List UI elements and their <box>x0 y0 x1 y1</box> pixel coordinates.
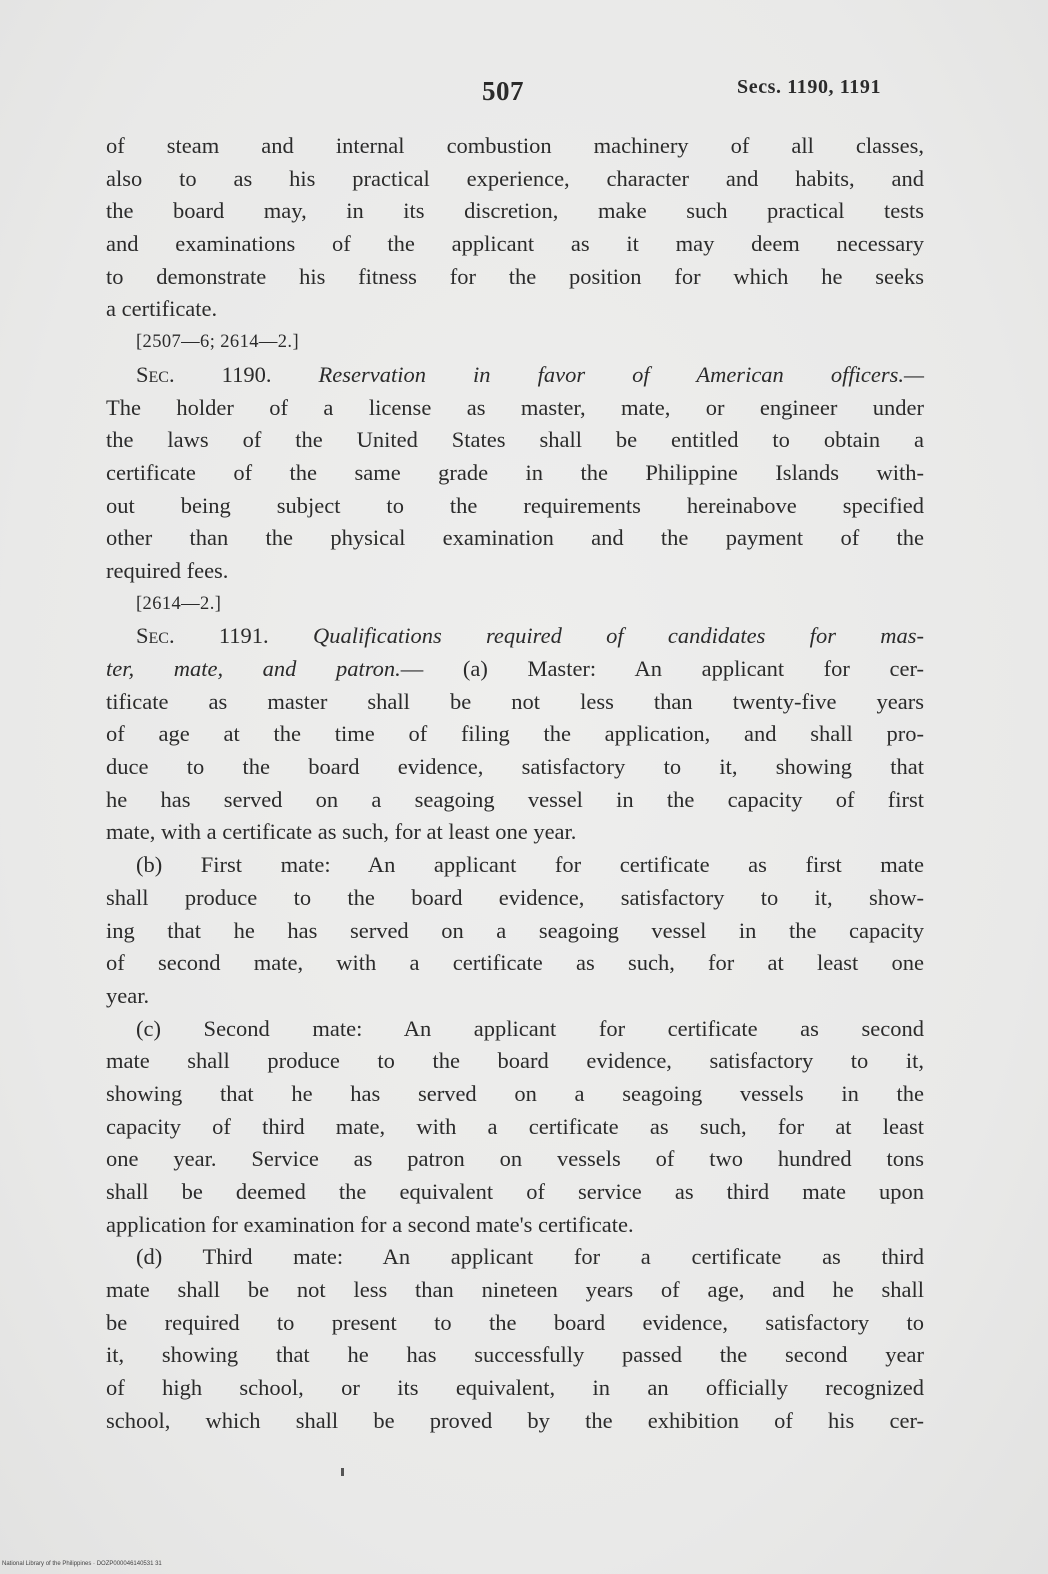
text-line: The holder of a license as master, mate, or engineer under <box>106 394 924 420</box>
citation: [2614—2.] <box>136 593 222 614</box>
clause-text: — (a) Master: An applicant for cer- <box>400 656 924 681</box>
clause-c-first-line: (c) Second mate: An applicant for certificate as second <box>136 1015 924 1041</box>
text-line: required fees. <box>106 557 229 583</box>
text-line: out being subject to the requirements hereinabove specified <box>106 492 924 518</box>
text-line: it, showing that he has successfully passed the second year <box>106 1342 924 1368</box>
section-title: Reservation in favor of American officers.— <box>318 361 924 387</box>
clause-d-first-line: (d) Third mate: An applicant for a certificate as third <box>136 1244 924 1270</box>
section-number: 1190. <box>174 361 319 387</box>
text-line: one year. Service as patron on vessels of two hundred tons <box>106 1146 924 1172</box>
text-line: year. <box>106 982 150 1008</box>
text-line: he has served on a seagoing vessel in the capacity of first <box>106 786 924 812</box>
text-line: capacity of third mate, with a certificate as such, for at least <box>106 1113 924 1139</box>
text-line: a certificate. <box>106 296 218 322</box>
section-title: Qualifications required of candidates for mas- <box>312 623 924 649</box>
text-line: shall be deemed the equivalent of service as third mate upon <box>106 1179 924 1204</box>
text-line: the board may, in its discretion, make such practical tests <box>106 198 924 224</box>
text-line: of second mate, with a certificate as such, for at least one <box>106 950 924 976</box>
text-line: application for examination for a second mate's certificate. <box>106 1211 634 1237</box>
section-number: 1191. <box>174 623 313 649</box>
text-line: and examinations of the applicant as it may deem necessary <box>106 231 924 257</box>
text-line: of steam and internal combustion machinery of all classes, <box>106 133 924 158</box>
clause-b-first-line: (b) First mate: An applicant for certificate as first mate <box>136 852 924 878</box>
text-line: showing that he has served on a seagoing vessels in the <box>106 1080 924 1106</box>
text-line: of age at the time of filing the application, and shall pro- <box>106 721 924 747</box>
section-title-continued: ter, mate, and patron. <box>106 656 401 681</box>
text-line: tificate as master shall be not less than twenty-five years <box>106 688 924 714</box>
statute-text <box>106 130 924 1438</box>
text-line: mate, with a certificate as such, for at least one year. <box>106 819 577 845</box>
section-label: Sec. <box>136 623 175 649</box>
text-line: school, which shall be proved by the exhibition of his cer- <box>106 1407 924 1433</box>
citation: [2507—6; 2614—2.] <box>136 332 300 353</box>
running-head <box>0 76 1048 110</box>
text-line: to demonstrate his fitness for the position for which he seeks <box>106 263 924 289</box>
page-number: 507 <box>482 76 524 106</box>
text-line: duce to the board evidence, satisfactory to it, showing that <box>106 754 924 780</box>
text-line: certificate of the same grade in the Philippine Islands with- <box>106 459 924 485</box>
text-line <box>106 653 924 686</box>
section-heading-1190 <box>106 359 924 392</box>
text-line: be required to present to the board evidence, satisfactory to <box>106 1309 924 1335</box>
text-line: also to as his practical experience, character and habits, and <box>106 165 924 191</box>
text-line: shall produce to the board evidence, satisfactory to it, show- <box>106 884 924 910</box>
text-line: the laws of the United States shall be entitled to obtain a <box>106 427 924 453</box>
text-line: ing that he has served on a seagoing vessel in the capacity <box>106 917 924 943</box>
section-heading-1191 <box>106 620 924 653</box>
text-line: mate shall be not less than nineteen years of age, and he shall <box>106 1277 924 1303</box>
text-line: other than the physical examination and the payment of the <box>106 525 924 551</box>
scan-footer: National Library of the Philippines · DOZP000046140531 31 <box>2 1561 162 1567</box>
section-reference: Secs. 1190, 1191 <box>737 76 882 98</box>
section-label: Sec. <box>136 361 175 387</box>
text-line: of high school, or its equivalent, in an officially recognized <box>106 1375 924 1401</box>
print-mark <box>341 1468 344 1476</box>
text-line: mate shall produce to the board evidence, satisfactory to it, <box>106 1048 924 1074</box>
